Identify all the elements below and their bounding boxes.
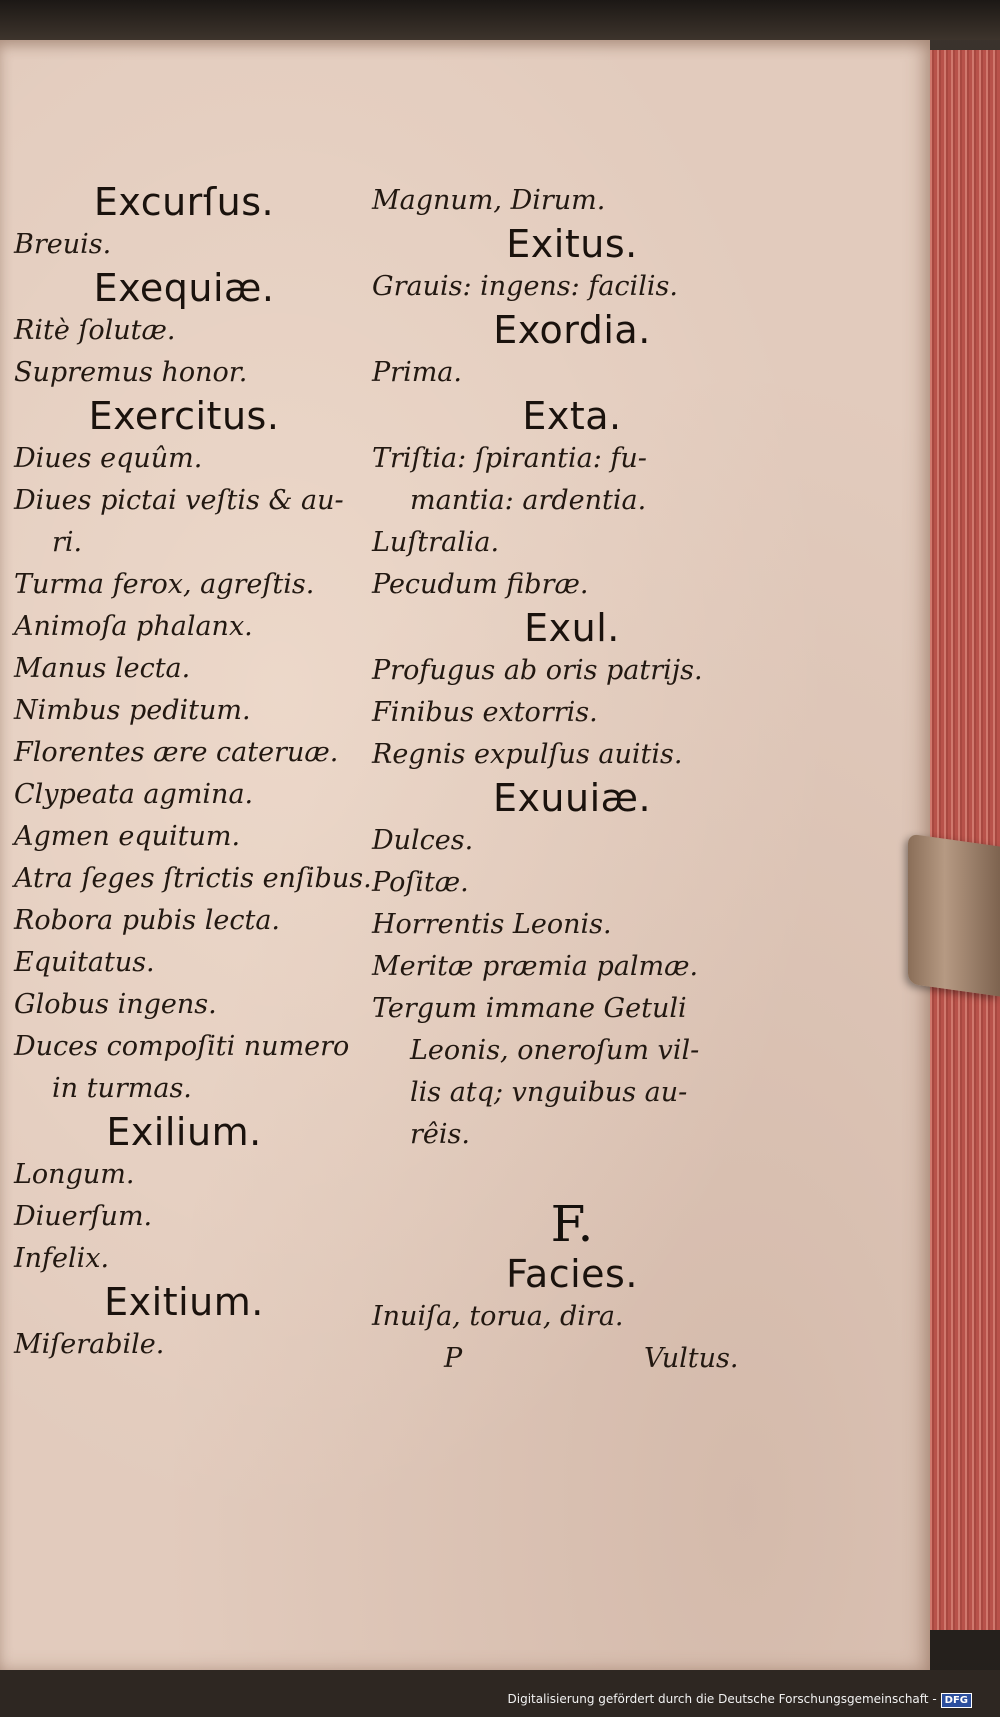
epithet-continuation: lis atq; vnguibus au-	[410, 1077, 688, 1108]
epithet-entry: Tergum immane Getuli	[372, 993, 687, 1024]
epithet-entry: Turma ferox, agreſtis.	[14, 569, 315, 600]
section-letter: F.	[550, 1195, 594, 1253]
epithet-entry: Luſtralia.	[372, 527, 500, 558]
epithet-entry: Horrentis Leonis.	[372, 909, 612, 940]
book-top-edge	[0, 0, 1000, 40]
catchword: Vultus.	[644, 1343, 739, 1374]
epithet-entry: Diuerſum.	[14, 1201, 153, 1232]
headword: Exitium.	[104, 1280, 264, 1324]
epithet-entry: Supremus honor.	[14, 357, 248, 388]
epithet-entry: Robora pubis lecta.	[14, 905, 281, 936]
epithet-entry: Manus lecta.	[14, 653, 191, 684]
catchword-line	[372, 1338, 772, 1380]
epithet-entry: Grauis: ingens: facilis.	[372, 271, 678, 302]
epithet-entry: Miſerabile.	[14, 1329, 165, 1360]
credit-text: Digitalisierung gefördert durch die Deutsche Forschungsgemeinschaft -	[507, 1692, 937, 1706]
headword: Exequiæ.	[93, 266, 275, 310]
headword: Exul.	[524, 606, 620, 650]
epithet-continuation: Leonis, oneroſum vil-	[410, 1035, 700, 1066]
epithet-entry: Atra ſeges ſtrictis enſibus.	[14, 863, 372, 894]
epithet-entry: Prima.	[372, 357, 462, 388]
epithet-entry: Infelix.	[14, 1243, 110, 1274]
book-page	[0, 40, 930, 1670]
headword: Exta.	[522, 394, 622, 438]
epithet-continuation: mantia: ardentia.	[410, 485, 647, 516]
epithet-entry: Pecudum fibræ.	[372, 569, 589, 600]
epithet-entry: Longum.	[14, 1159, 135, 1190]
headword: Exuuiæ.	[492, 776, 652, 820]
epithet-continuation: rêis.	[410, 1119, 470, 1150]
epithet-entry: Agmen equitum.	[14, 821, 241, 852]
epithet-entry: Meritæ præmia palmæ.	[372, 951, 699, 982]
epithet-entry: Diues pictai veſtis & au-	[14, 485, 344, 516]
epithet-entry: Magnum, Dirum.	[372, 185, 606, 216]
epithet-entry: Finibus extorris.	[372, 697, 598, 728]
headword: Exordia.	[493, 308, 651, 352]
epithet-entry: Florentes ære cateruæ.	[14, 737, 339, 768]
headword: Exilium.	[106, 1110, 262, 1154]
epithet-continuation: in turmas.	[52, 1073, 192, 1104]
headword: Exitus.	[506, 222, 638, 266]
spacer	[372, 1156, 772, 1196]
epithet-entry: Equitatus.	[14, 947, 155, 978]
epithet-entry: Profugus ab oris patrijs.	[372, 655, 703, 686]
headword: Exercitus.	[88, 394, 280, 438]
epithet-entry: Dulces.	[372, 825, 474, 856]
left-column	[14, 180, 372, 1366]
dfg-logo: DFG	[941, 1693, 972, 1708]
epithet-entry: Duces compoſiti numero	[14, 1031, 350, 1062]
epithet-entry: Animoſa phalanx.	[14, 611, 253, 642]
epithet-entry: Inuiſa, torua, dira.	[372, 1301, 624, 1332]
signature-mark: P	[444, 1343, 463, 1374]
epithet-continuation: ri.	[52, 527, 83, 558]
headword: Facies.	[506, 1252, 638, 1296]
epithet-entry: Triſtia: ſpirantia: fu-	[372, 443, 647, 474]
epithet-entry: Poſitæ.	[372, 867, 469, 898]
epithet-entry: Breuis.	[14, 229, 112, 260]
epithet-entry: Globus ingens.	[14, 989, 217, 1020]
epithet-entry: Nimbus peditum.	[14, 695, 251, 726]
ribbon-bookmark	[908, 834, 1000, 997]
epithet-entry: Regnis expulſus auitis.	[372, 739, 683, 770]
epithet-entry: Ritè ſolutæ.	[14, 315, 176, 346]
digitization-credit	[508, 1692, 973, 1708]
epithet-entry: Clypeata agmina.	[14, 779, 254, 810]
headword: Excurſus.	[93, 180, 275, 224]
right-column	[372, 180, 772, 1380]
epithet-entry: Diues equûm.	[14, 443, 203, 474]
